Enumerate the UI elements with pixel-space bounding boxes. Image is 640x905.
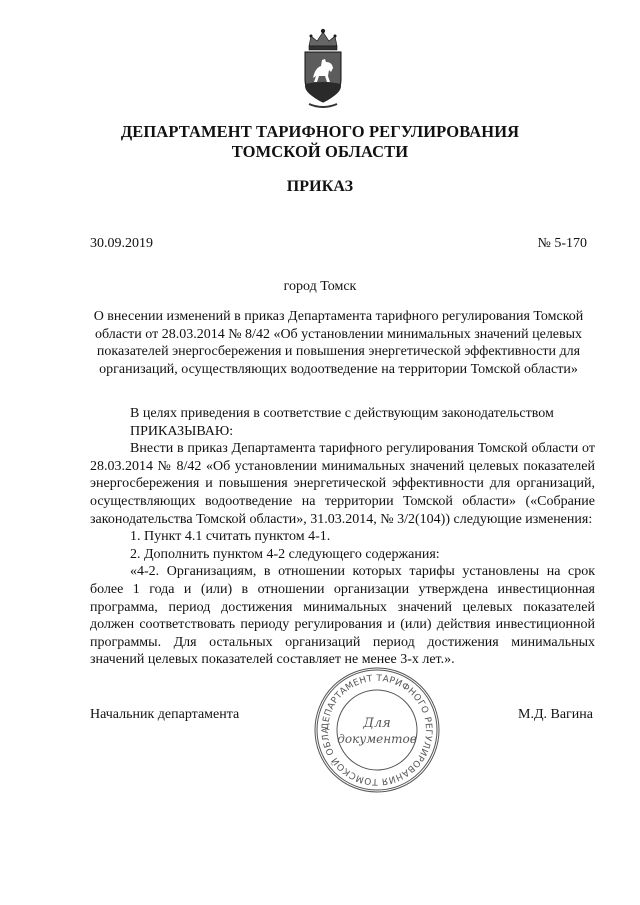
- document-subject: О внесении изменений в приказ Департамента тарифного регулирования Томской области от 28.03.2014 № 8/42 «Об установлении минимальных значений целевых показателей энергосбережения и повышения энергетической эффективности для организаций, осуществляющих водоотведение на территории Томской области»: [93, 309, 584, 377]
- organization-title-line1: ДЕПАРТАМЕНТ ТАРИФНОГО РЕГУЛИРОВАНИЯ: [120, 122, 520, 141]
- body-paragraph-quote: «4-2. Организациям, в отношении которых тарифы установлены на срок более 1 года и (или) в отношении организации утверждена инвестиционная программа, период достижения минимальных значений целевых показателей должен соответствовать периоду регулирования и (или) действия инвестиционной программы. Для остальных организаций период достижения минимальных значений целевых показателей составляет не менее 3-х лет.».: [90, 564, 595, 668]
- body-paragraph-item1: 1. Пункт 4.1 считать пунктом 4-1.: [130, 529, 331, 545]
- body-paragraph-item2: 2. Дополнить пунктом 4-2 следующего содержания:: [130, 546, 440, 562]
- document-number: № 5-170: [537, 236, 587, 251]
- document-body: [90, 405, 595, 669]
- official-stamp: [312, 665, 442, 795]
- signer-title: Начальник департамента: [90, 707, 240, 722]
- body-paragraph-order: ПРИКАЗЫВАЮ:: [130, 423, 234, 439]
- stamp-ring-text: ДЕПАРТАМЕНТ ТАРИФНОГО РЕГУЛИРОВАНИЯ ТОМСКОЙ ОБЛА: [320, 673, 434, 787]
- stamp-center-line1: Для: [363, 716, 391, 731]
- organization-title-line2: ТОМСКОЙ ОБЛАСТИ: [231, 142, 409, 161]
- document-city: город Томск: [283, 279, 357, 294]
- document-type: ПРИКАЗ: [286, 178, 354, 195]
- body-paragraph-amend: Внести в приказ Департамента тарифного регулирования Томской области от 28.03.2014 № 8/42 «Об установлении минимальных значений целевых показателей энергосбережения и повышения энергетической эффективности для организаций, осуществляющих водоотведение на территории Томской области» («Собрание законодательства Томской области», 31.03.2014, № 3/2(104)) следующие изменения:: [90, 441, 595, 527]
- signer-name: М.Д. Вагина: [518, 707, 593, 722]
- coat-of-arms-icon: [295, 28, 351, 112]
- body-paragraph-preamble: В целях приведения в соответствие с действующим законодательством: [130, 406, 554, 421]
- document-date: 30.09.2019: [90, 236, 153, 251]
- stamp-center-line2: документов: [337, 732, 417, 746]
